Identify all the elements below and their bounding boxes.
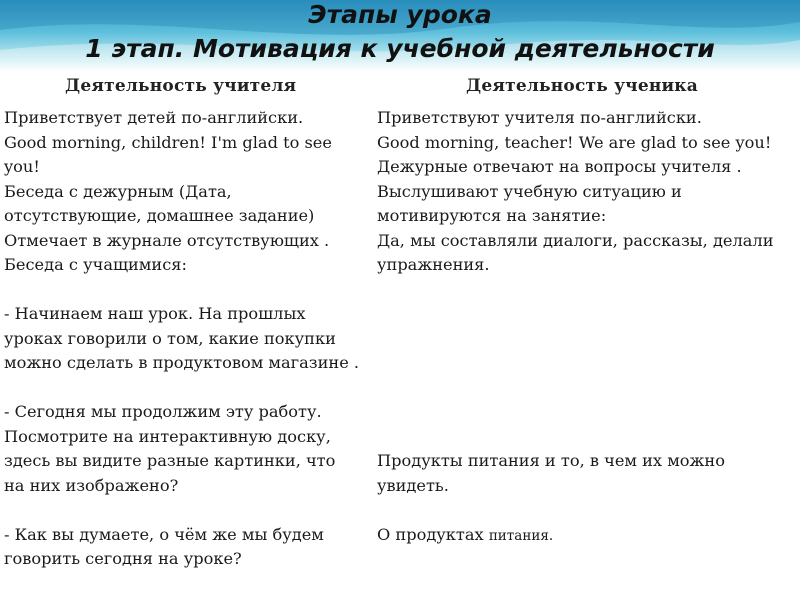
teacher-line: - Как вы думаете, о чём же мы будем <box>4 524 324 544</box>
student-text-small: питания. <box>488 527 554 544</box>
spacer <box>377 302 797 327</box>
spacer <box>4 498 376 523</box>
spacer <box>4 278 376 303</box>
student-line: упражнения. <box>377 255 490 274</box>
student-line <box>377 523 797 548</box>
teacher-line: - Начинаем наш урок. На прошлых <box>4 304 306 323</box>
slide-title: Этапы урока <box>308 0 492 29</box>
teacher-line: Беседа с дежурным (Дата, <box>4 181 232 201</box>
teacher-column-heading: Деятельность учителя <box>65 76 297 96</box>
teacher-line: говорить сегодня на уроке? <box>4 549 242 568</box>
teacher-line: Посмотрите на интерактивную доску, <box>4 426 331 446</box>
teacher-line: уроках говорили о том, какие покупки <box>4 328 336 348</box>
teacher-line: Приветствует детей по-английски. <box>4 108 304 127</box>
teacher-activity-column <box>4 106 376 572</box>
student-text: О продуктах <box>377 524 489 544</box>
teacher-line: you! <box>4 157 40 176</box>
teacher-line: можно сделать в продуктовом магазине . <box>4 353 360 372</box>
teacher-line: на них изображено? <box>4 475 179 495</box>
student-line: увидеть. <box>377 475 449 495</box>
student-line: Good morning, teacher! We are glad to see you! <box>377 132 772 152</box>
spacer <box>377 498 797 523</box>
teacher-line: здесь вы видите разные картинки, что <box>4 451 336 470</box>
student-line: Да, мы составляли диалоги, рассказы, делали <box>377 230 774 250</box>
teacher-line: Беседа с учащимися: <box>4 255 187 274</box>
student-line: Продукты питания и то, в чем их можно <box>377 451 725 470</box>
student-line: Выслушивают учебную ситуацию и <box>377 181 682 201</box>
student-column-heading: Деятельность ученика <box>466 76 698 96</box>
teacher-line: отсутствующие, домашнее задание) <box>4 206 315 225</box>
teacher-line: - Сегодня мы продолжим эту работу. <box>4 402 322 421</box>
spacer <box>377 400 797 425</box>
spacer <box>377 327 797 352</box>
teacher-line: Good morning, children! I'm glad to see <box>4 132 332 152</box>
spacer <box>377 376 797 401</box>
student-line: Приветствуют учителя по-английски. <box>377 108 702 127</box>
spacer <box>4 376 376 401</box>
teacher-line: Отмечает в журнале отсутствующих . <box>4 230 330 250</box>
student-activity-column <box>377 106 797 547</box>
spacer <box>377 351 797 376</box>
spacer <box>377 278 797 303</box>
spacer <box>377 425 797 450</box>
slide-subtitle: 1 этап. Мотивация к учебной деятельности <box>85 34 715 63</box>
student-line: Дежурные отвечают на вопросы учителя . <box>377 157 742 176</box>
student-line: мотивируются на занятие: <box>377 206 607 225</box>
